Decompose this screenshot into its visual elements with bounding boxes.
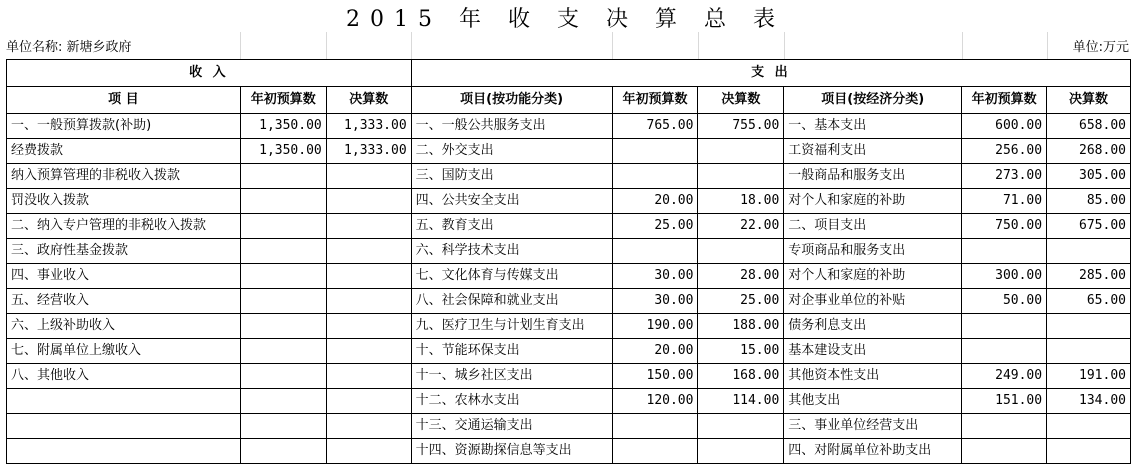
header-row-section: [7, 60, 1131, 87]
title-row: [0, 0, 1131, 32]
function-item-cell[interactable]: 七、文化体育与传媒支出: [411, 264, 612, 289]
economic-budget-cell[interactable]: 71.00: [962, 189, 1047, 214]
function-budget-cell[interactable]: 190.00: [612, 314, 698, 339]
economic-budget-cell[interactable]: 750.00: [962, 214, 1047, 239]
economic-item-cell[interactable]: 一、基本支出: [784, 114, 962, 139]
income-item-cell[interactable]: 六、上级补助收入: [7, 314, 241, 339]
header-row-columns: [7, 87, 1131, 114]
income-final-cell[interactable]: [326, 314, 411, 339]
gridline: [784, 32, 785, 59]
table-row: [7, 414, 1131, 439]
income-budget-cell[interactable]: [240, 339, 326, 364]
income-budget-cell[interactable]: [240, 289, 326, 314]
function-budget-cell[interactable]: 765.00: [612, 114, 698, 139]
economic-item-cell[interactable]: 四、对附属单位补助支出: [784, 439, 962, 464]
table-row: [7, 314, 1131, 339]
economic-budget-header: 年初预算数: [962, 87, 1047, 114]
income-final-cell[interactable]: [326, 414, 411, 439]
income-budget-cell[interactable]: [240, 364, 326, 389]
income-budget-cell[interactable]: [240, 389, 326, 414]
function-final-cell[interactable]: 114.00: [698, 389, 784, 414]
income-budget-cell[interactable]: 1,350.00: [240, 114, 326, 139]
gridline: [612, 32, 613, 59]
function-final-header: 决算数: [698, 87, 784, 114]
income-final-cell[interactable]: [326, 289, 411, 314]
function-budget-cell[interactable]: 30.00: [612, 289, 698, 314]
function-final-cell[interactable]: 25.00: [698, 289, 784, 314]
function-final-cell[interactable]: 168.00: [698, 364, 784, 389]
function-item-cell[interactable]: 十一、城乡社区支出: [411, 364, 612, 389]
economic-item-cell[interactable]: 一般商品和服务支出: [784, 164, 962, 189]
table-row: [7, 139, 1131, 164]
gridline: [326, 32, 327, 59]
table-row: [7, 364, 1131, 389]
income-final-cell[interactable]: [326, 189, 411, 214]
income-final-cell[interactable]: [326, 164, 411, 189]
income-item-cell[interactable]: 纳入预算管理的非税收入拨款: [7, 164, 241, 189]
income-item-cell[interactable]: [7, 389, 241, 414]
income-final-cell[interactable]: 1,333.00: [326, 139, 411, 164]
gridline: [962, 32, 963, 59]
function-budget-cell[interactable]: 25.00: [612, 214, 698, 239]
economic-item-cell[interactable]: 对企事业单位的补贴: [784, 289, 962, 314]
economic-item-cell[interactable]: 其他资本性支出: [784, 364, 962, 389]
income-item-cell[interactable]: [7, 414, 241, 439]
page-title: 2015 年 收 支 决 算 总 表: [346, 7, 785, 32]
table-row: [7, 289, 1131, 314]
income-budget-header: 年初预算数: [240, 87, 326, 114]
economic-item-cell[interactable]: 对个人和家庭的补助: [784, 264, 962, 289]
economic-budget-cell[interactable]: 273.00: [962, 164, 1047, 189]
economic-final-cell[interactable]: 65.00: [1047, 289, 1131, 314]
economic-budget-cell[interactable]: 300.00: [962, 264, 1047, 289]
function-budget-cell[interactable]: [612, 164, 698, 189]
income-item-cell[interactable]: 三、政府性基金拨款: [7, 239, 241, 264]
function-budget-cell[interactable]: 150.00: [612, 364, 698, 389]
function-budget-cell[interactable]: [612, 139, 698, 164]
function-final-cell[interactable]: 755.00: [698, 114, 784, 139]
economic-final-cell[interactable]: [1047, 439, 1131, 464]
income-budget-cell[interactable]: [240, 264, 326, 289]
income-final-cell[interactable]: [326, 339, 411, 364]
expense-header: 支 出: [411, 60, 1130, 87]
income-item-cell[interactable]: 经费拨款: [7, 139, 241, 164]
function-item-cell[interactable]: 三、国防支出: [411, 164, 612, 189]
economic-item-cell[interactable]: 债务利息支出: [784, 314, 962, 339]
function-budget-cell[interactable]: 30.00: [612, 264, 698, 289]
function-final-cell[interactable]: 28.00: [698, 264, 784, 289]
function-final-cell[interactable]: [698, 414, 784, 439]
economic-budget-cell[interactable]: [962, 439, 1047, 464]
income-item-cell[interactable]: 一、一般预算拨款(补助): [7, 114, 241, 139]
income-budget-cell[interactable]: [240, 439, 326, 464]
gridline: [1047, 32, 1048, 59]
function-item-cell[interactable]: 五、教育支出: [411, 214, 612, 239]
income-item-cell[interactable]: 罚没收入拨款: [7, 189, 241, 214]
function-final-cell[interactable]: [698, 439, 784, 464]
income-budget-cell[interactable]: [240, 164, 326, 189]
budget-table: [6, 59, 1131, 464]
function-item-cell[interactable]: 四、公共安全支出: [411, 189, 612, 214]
function-item-cell[interactable]: 九、医疗卫生与计划生育支出: [411, 314, 612, 339]
function-budget-cell[interactable]: [612, 439, 698, 464]
economic-item-cell[interactable]: 二、项目支出: [784, 214, 962, 239]
income-final-cell[interactable]: [326, 239, 411, 264]
function-final-cell[interactable]: [698, 164, 784, 189]
economic-item-header: 项目(按经济分类): [784, 87, 962, 114]
economic-budget-cell[interactable]: 249.00: [962, 364, 1047, 389]
function-item-cell[interactable]: 二、外交支出: [411, 139, 612, 164]
gridline: [411, 32, 412, 59]
income-final-cell[interactable]: [326, 364, 411, 389]
function-item-cell[interactable]: 六、科学技术支出: [411, 239, 612, 264]
function-budget-cell[interactable]: 20.00: [612, 189, 698, 214]
function-item-cell[interactable]: 一、一般公共服务支出: [411, 114, 612, 139]
income-item-cell[interactable]: 八、其他收入: [7, 364, 241, 389]
economic-final-cell[interactable]: 268.00: [1047, 139, 1131, 164]
function-item-cell[interactable]: 十二、农林水支出: [411, 389, 612, 414]
economic-item-cell[interactable]: 对个人和家庭的补助: [784, 189, 962, 214]
economic-final-cell[interactable]: 191.00: [1047, 364, 1131, 389]
income-budget-cell[interactable]: [240, 239, 326, 264]
function-item-cell[interactable]: 十四、资源勘探信息等支出: [411, 439, 612, 464]
economic-item-cell[interactable]: 其他支出: [784, 389, 962, 414]
economic-budget-cell[interactable]: 50.00: [962, 289, 1047, 314]
table-row: [7, 214, 1131, 239]
income-budget-cell[interactable]: [240, 314, 326, 339]
economic-final-cell[interactable]: [1047, 339, 1131, 364]
economic-final-cell[interactable]: [1047, 414, 1131, 439]
function-budget-header: 年初预算数: [612, 87, 698, 114]
economic-final-cell[interactable]: 658.00: [1047, 114, 1131, 139]
function-budget-cell[interactable]: 20.00: [612, 339, 698, 364]
table-row: [7, 439, 1131, 464]
income-budget-cell[interactable]: [240, 414, 326, 439]
economic-budget-cell[interactable]: [962, 414, 1047, 439]
economic-final-cell[interactable]: [1047, 314, 1131, 339]
income-budget-cell[interactable]: [240, 214, 326, 239]
table-row: [7, 239, 1131, 264]
economic-final-cell[interactable]: 85.00: [1047, 189, 1131, 214]
income-final-cell[interactable]: [326, 389, 411, 414]
income-item-header: 项 目: [7, 87, 241, 114]
function-budget-cell[interactable]: 120.00: [612, 389, 698, 414]
gridline: [698, 32, 699, 59]
income-header: 收 入: [7, 60, 412, 87]
income-item-cell[interactable]: [7, 439, 241, 464]
function-item-cell[interactable]: 十三、交通运输支出: [411, 414, 612, 439]
function-item-cell[interactable]: 十、节能环保支出: [411, 339, 612, 364]
currency-unit: 单位:万元: [1072, 40, 1129, 55]
function-final-cell[interactable]: 18.00: [698, 189, 784, 214]
function-final-cell[interactable]: [698, 239, 784, 264]
function-budget-cell[interactable]: [612, 414, 698, 439]
income-final-cell[interactable]: 1,333.00: [326, 114, 411, 139]
economic-item-cell[interactable]: 三、事业单位经营支出: [784, 414, 962, 439]
economic-item-cell[interactable]: 工资福利支出: [784, 139, 962, 164]
economic-final-cell[interactable]: 134.00: [1047, 389, 1131, 414]
function-budget-cell[interactable]: [612, 239, 698, 264]
economic-budget-cell[interactable]: [962, 239, 1047, 264]
income-budget-cell[interactable]: 1,350.00: [240, 139, 326, 164]
function-item-header: 项目(按功能分类): [411, 87, 612, 114]
economic-budget-cell[interactable]: [962, 339, 1047, 364]
economic-budget-cell[interactable]: [962, 314, 1047, 339]
economic-item-cell[interactable]: 基本建设支出: [784, 339, 962, 364]
income-item-cell[interactable]: 四、事业收入: [7, 264, 241, 289]
unit-name: 单位名称: 新塘乡政府: [6, 40, 132, 55]
economic-final-header: 决算数: [1047, 87, 1131, 114]
table-row: [7, 114, 1131, 139]
income-final-header: 决算数: [326, 87, 411, 114]
table-row: [7, 164, 1131, 189]
gridline: [240, 32, 241, 59]
income-final-cell[interactable]: [326, 214, 411, 239]
economic-final-cell[interactable]: 305.00: [1047, 164, 1131, 189]
economic-final-cell[interactable]: 285.00: [1047, 264, 1131, 289]
function-final-cell[interactable]: 15.00: [698, 339, 784, 364]
income-final-cell[interactable]: [326, 439, 411, 464]
function-item-cell[interactable]: 八、社会保障和就业支出: [411, 289, 612, 314]
income-item-cell[interactable]: 五、经营收入: [7, 289, 241, 314]
economic-budget-cell[interactable]: 600.00: [962, 114, 1047, 139]
table-row: [7, 339, 1131, 364]
function-final-cell[interactable]: 22.00: [698, 214, 784, 239]
table-row: [7, 264, 1131, 289]
economic-budget-cell[interactable]: 256.00: [962, 139, 1047, 164]
table-row: [7, 389, 1131, 414]
economic-budget-cell[interactable]: 151.00: [962, 389, 1047, 414]
income-budget-cell[interactable]: [240, 189, 326, 214]
income-final-cell[interactable]: [326, 264, 411, 289]
income-item-cell[interactable]: 七、附属单位上缴收入: [7, 339, 241, 364]
economic-final-cell[interactable]: 675.00: [1047, 214, 1131, 239]
function-final-cell[interactable]: 188.00: [698, 314, 784, 339]
table-row: [7, 189, 1131, 214]
function-final-cell[interactable]: [698, 139, 784, 164]
economic-final-cell[interactable]: [1047, 239, 1131, 264]
economic-item-cell[interactable]: 专项商品和服务支出: [784, 239, 962, 264]
income-item-cell[interactable]: 二、纳入专户管理的非税收入拨款: [7, 214, 241, 239]
